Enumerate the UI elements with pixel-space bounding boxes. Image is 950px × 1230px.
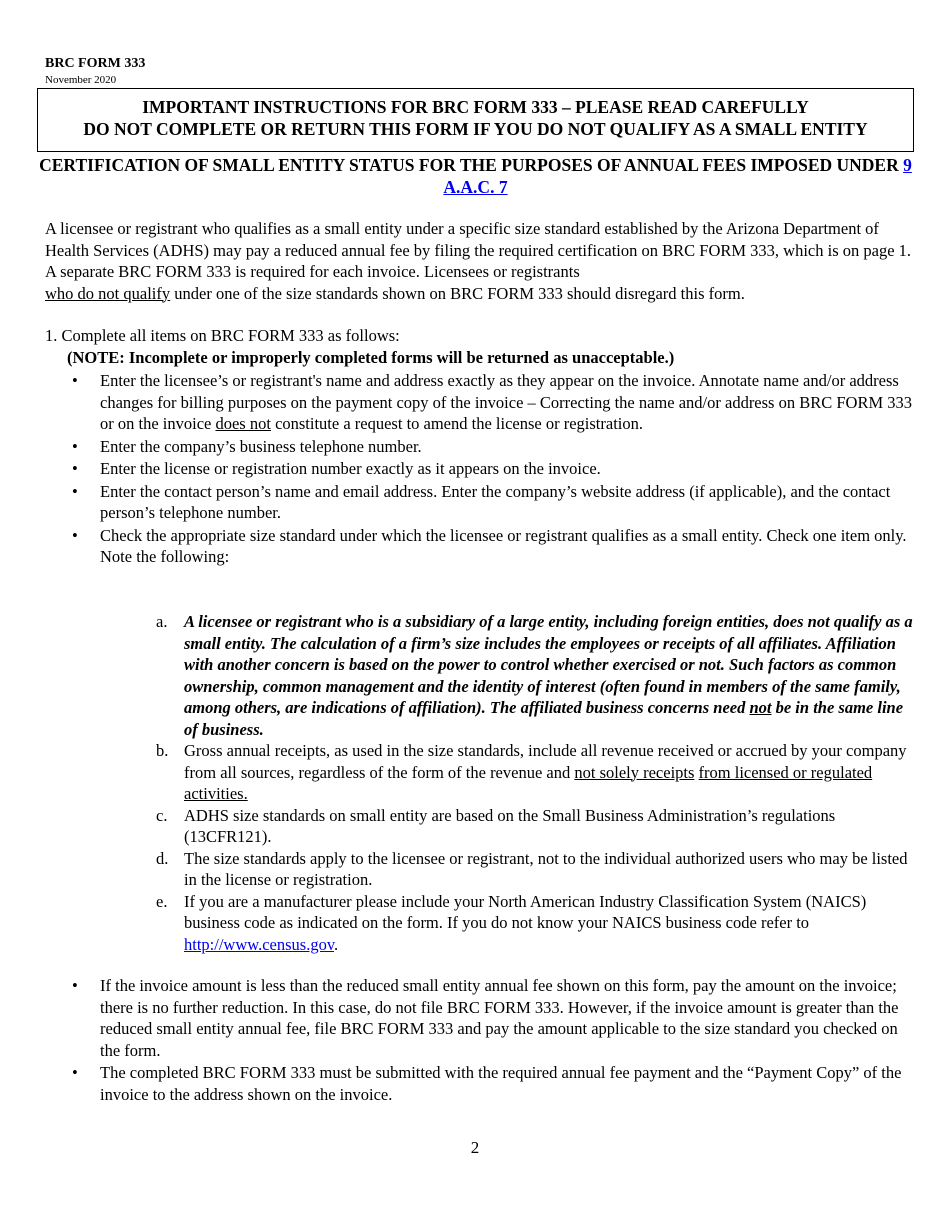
sub-item-list (156, 611, 920, 955)
list-item: e. If you are a manufacturer please include your North American Industry Classification System (NAICS) business code as indicated on the form. If you do not know your NAICS business code refer to http://www.census.gov. (156, 891, 867, 954)
census-link[interactable]: http://www.census.gov (184, 934, 335, 954)
list-item: • Enter the license or registration number exactly as it appears on the invoice. (72, 459, 601, 478)
list-item: d. The size standards apply to the licensee or registrant, not to the individual authorized users who may be listed in the license or registration. (156, 848, 908, 889)
final-bullet-list (72, 975, 922, 1106)
bullet-icon: • (72, 371, 78, 390)
form-date: November 2020 (45, 74, 117, 86)
list-item: • Enter the contact person’s name and email address. Enter the company’s website address (if applicable), and the contact person’s telephone number. (72, 481, 891, 522)
box-line-1: IMPORTANT INSTRUCTIONS FOR BRC FORM 333 – PLEASE READ CAREFULLY (142, 97, 809, 117)
bullet-icon: • (72, 1063, 78, 1082)
bullet-icon: • (72, 436, 78, 456)
intro-rest: under one of the size standards shown on BRC FORM 333 should disregard this form. (174, 283, 745, 303)
bullet-icon: • (72, 459, 78, 478)
list-item: • Enter the licensee’s or registrant's name and address exactly as they appear on the invoice. Annotate name and/or address changes for billing purposes on the payment copy of the invoice – Correcting the name and/or address on BRC FORM 333 or on the invoice does not constitute a request to amend the license or registration. (72, 371, 913, 433)
bullet-icon: • (72, 525, 78, 545)
list-item: c. ADHS size standards on small entity are based on the Small Business Administration’s regulations (13CFR121). (156, 805, 836, 846)
bullet-icon: • (72, 976, 78, 995)
step-1-note: (NOTE: Incomplete or improperly completed forms will be returned as unacceptable.) (67, 348, 675, 367)
intro-underlined: who do not qualify (45, 283, 171, 303)
certification-title-text: CERTIFICATION OF SMALL ENTITY STATUS FOR THE PURPOSES OF ANNUAL FEES IMPOSED UNDER (39, 155, 899, 175)
bullet-list (72, 370, 922, 569)
list-item: • The completed BRC FORM 333 must be submitted with the required annual fee payment and the “Payment Copy” of the invoice to the address shown on the invoice. (72, 1063, 902, 1104)
intro-paragraph (45, 218, 920, 304)
list-item: • Enter the company’s business telephone number. (72, 436, 422, 456)
form-id: BRC FORM 333 (45, 56, 146, 71)
box-line-2: DO NOT COMPLETE OR RETURN THIS FORM IF YOU DO NOT QUALIFY AS A SMALL ENTITY (83, 119, 868, 139)
certification-title (37, 154, 914, 198)
instructions-box (37, 88, 914, 152)
aac-link[interactable]: 9 A.A.C. 7 (443, 155, 912, 197)
bullet-icon: • (72, 481, 78, 501)
step-1: 1. Complete all items on BRC FORM 333 as follows: (45, 326, 400, 345)
list-item: b. Gross annual receipts, as used in the size standards, include all revenue received or accrued by your company from all sources, regardless of the form of the revenue and not solely receipts from licensed or regulated activities. (156, 741, 907, 803)
page-number: 2 (470, 1138, 480, 1157)
list-item: a. A licensee or registrant who is a subsidiary of a large entity, including foreign entities, does not qualify as a small entity. The calculation of a firm’s size includes the employees or receipts of all affiliates. Affiliation with another concern is based on the power to control whether exercised or not. Such factors as common ownership, common management and the identity of interest (often found in members of the same family, among others, are indications of affiliation). The affiliated business concerns need not be in the same line of business. (156, 612, 913, 739)
list-item: • Check the appropriate size standard under which the licensee or registrant qualifies as a small entity. Check one item only. Note the following: (72, 525, 907, 566)
list-item: • If the invoice amount is less than the reduced small entity annual fee shown on this form, pay the amount on the invoice; there is no further reduction. In this case, do not file BRC FORM 333. However, if the invoice amount is greater than the reduced small entity annual fee, file BRC FORM 333 and pay the amount applicable to the size standard you checked on the form. (72, 976, 899, 1060)
intro-text: A licensee or registrant who qualifies as a small entity under a specific size standard established by the Arizona Department of Health Services (ADHS) may pay a reduced annual fee by filing the required certification on BRC FORM 333, which is on page 1. A separate BRC FORM 333 is required for each invoice. Licensees or registrants (45, 219, 912, 281)
